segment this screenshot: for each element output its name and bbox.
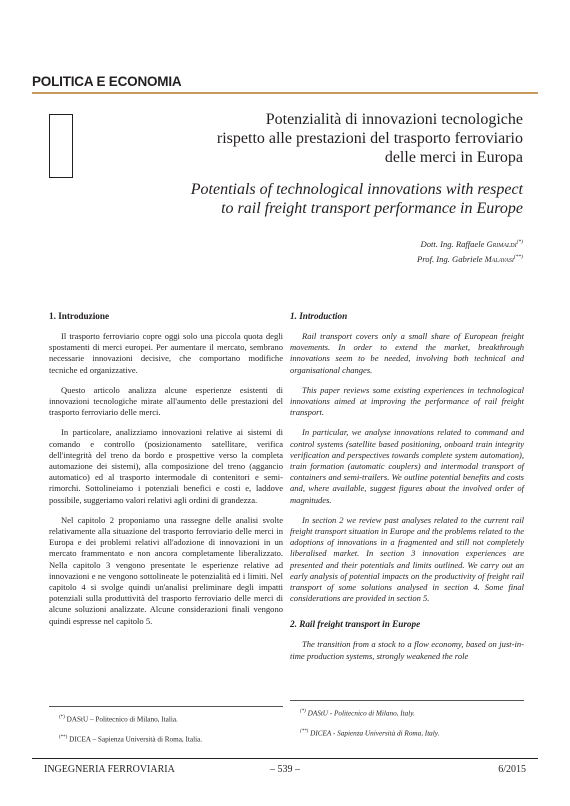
title-italian-line: delle merci in Europa — [384, 149, 523, 166]
section-label: POLITICA E ECONOMIA — [32, 74, 182, 89]
left-column-italian — [49, 310, 283, 636]
author-line: Prof. Ing. Gabriele Malavasi(**) — [417, 253, 523, 264]
section-heading: 2. Rail freight transport in Europe — [290, 619, 421, 630]
title-italian-line: rispetto alle prestazioni del trasporto ferroviario — [216, 130, 523, 147]
paragraph: Rail transport covers only a small share of European freight movements. In order to extend the market, breakthrough innovations seem to be needed, involving both technical and organisational changes. — [290, 331, 524, 375]
author-surname: Malavasi — [484, 254, 514, 264]
paragraph: Nel capitolo 2 proponiamo una rassegne delle analisi svolte relativamente alla situazione del trasporto ferroviario delle merci in Europa e dei problemi relativi all'adozione di innovazioni in un mercato frammentato e non ancora completamente liberalizzato. Nella capitolo 3 vengono presentate le esperienze relative ad innovazioni e ne vengono sottolineate le potenzialità ed i limiti. Nel capitolo 4 si svolge quindi un'analisi preliminare degli impatti potenziali sulla produttività del trasporto ferroviario delle merci di alcune soluzioni analizzate. Alcune considerazioni finali vengono quindi espresse nel capitolo 5. — [49, 514, 283, 626]
paragraph: This paper reviews some existing experiences in technological innovations aimed at improving the performance of rail freight transport. — [290, 384, 524, 418]
footnotes-english — [290, 700, 524, 747]
footnote: (**) DICEA – Sapienza Università di Roma, Italia. — [59, 735, 203, 744]
footnote: (**) DICEA - Sapienza Università di Roma, Italy. — [300, 729, 440, 738]
title-italian-line: Potenzialità di innovazioni tecnologiche — [265, 111, 523, 128]
footnote: (*) DAStU - Politecnico di Milano, Italy. — [300, 709, 415, 718]
section-heading: 1. Introduzione — [49, 311, 110, 321]
footnotes-italian — [49, 706, 283, 753]
title-italian — [103, 110, 523, 167]
authors — [223, 236, 523, 266]
author-surname: Grimaldi — [486, 239, 517, 249]
decorative-frame — [49, 114, 73, 178]
paragraph: Questo articolo analizza alcune esperienze esistenti di innovazioni tecnologiche mirate all'aumento delle prestazioni del trasporto ferroviario delle merci. — [49, 384, 283, 418]
title-english-line: Potentials of technological innovations with respect — [190, 181, 523, 198]
footnote: (*) DAStU – Politecnico di Milano, Italia. — [59, 715, 178, 724]
paragraph: The transition from a stock to a flow economy, based on just-in-time production systems, strongly weakened the role — [290, 639, 524, 661]
title-english — [83, 180, 523, 218]
paragraph: In particolare, analizziamo innovazioni relative ai sistemi di comando e controllo (posizionamento satellitare, verifica dell'integrità del treno da bordo e prospettive verso la completa automazione dei sistemi), alla composizione del treno (aggancio automatico) ed al trasporto intermodale di contenitori e semi-rimorchi. Sottolineiamo i potenziali benefici e costi e, laddove possibile, suggeriamo valori relativi agli ordini di grandezza. — [49, 427, 283, 505]
page-footer — [32, 758, 538, 781]
paragraph: In particular, we analyse innovations related to command and control systems (satellite based positioning, onboard train integrity verification and perspectives towards complete system automation), train formation (automatic couplers) and intermodal transport of containers and semi-trailers. We outline potential benefits and costs and, where available, suggest figures about the involved order of magnitudes. — [290, 427, 524, 505]
section-header — [32, 72, 538, 94]
paragraph: In section 2 we review past analyses related to the current rail freight transport situation in Europe and the problems related to the adoptions of innovations in a fragmented and still not completely liberalised market. In section 3 innovation experiences are presented and their potentials and limits outlined. We carry out an early analysis of potential impacts on the productivity of freight rail transport of some solutions analysed in section 4. Some final considerations are provided in section 5. — [290, 514, 524, 604]
title-english-line: to rail freight transport performance in Europe — [221, 200, 523, 217]
right-column-english — [290, 310, 524, 671]
page-number: – 539 – — [270, 764, 300, 775]
paragraph: Il trasporto ferroviario copre oggi solo una piccola quota degli spostamenti di merci europei. Per aumentare il mercato, sembrano necessarie innovazioni decisive, che comportano modifiche tecniche ed organizzative. — [49, 331, 283, 375]
journal-name: INGEGNERIA FERROVIARIA — [44, 764, 175, 775]
section-heading: 1. Introduction — [290, 311, 348, 321]
author-line: Dott. Ing. Raffaele Grimaldi(*) — [420, 238, 523, 249]
issue-number: 6/2015 — [498, 764, 526, 775]
